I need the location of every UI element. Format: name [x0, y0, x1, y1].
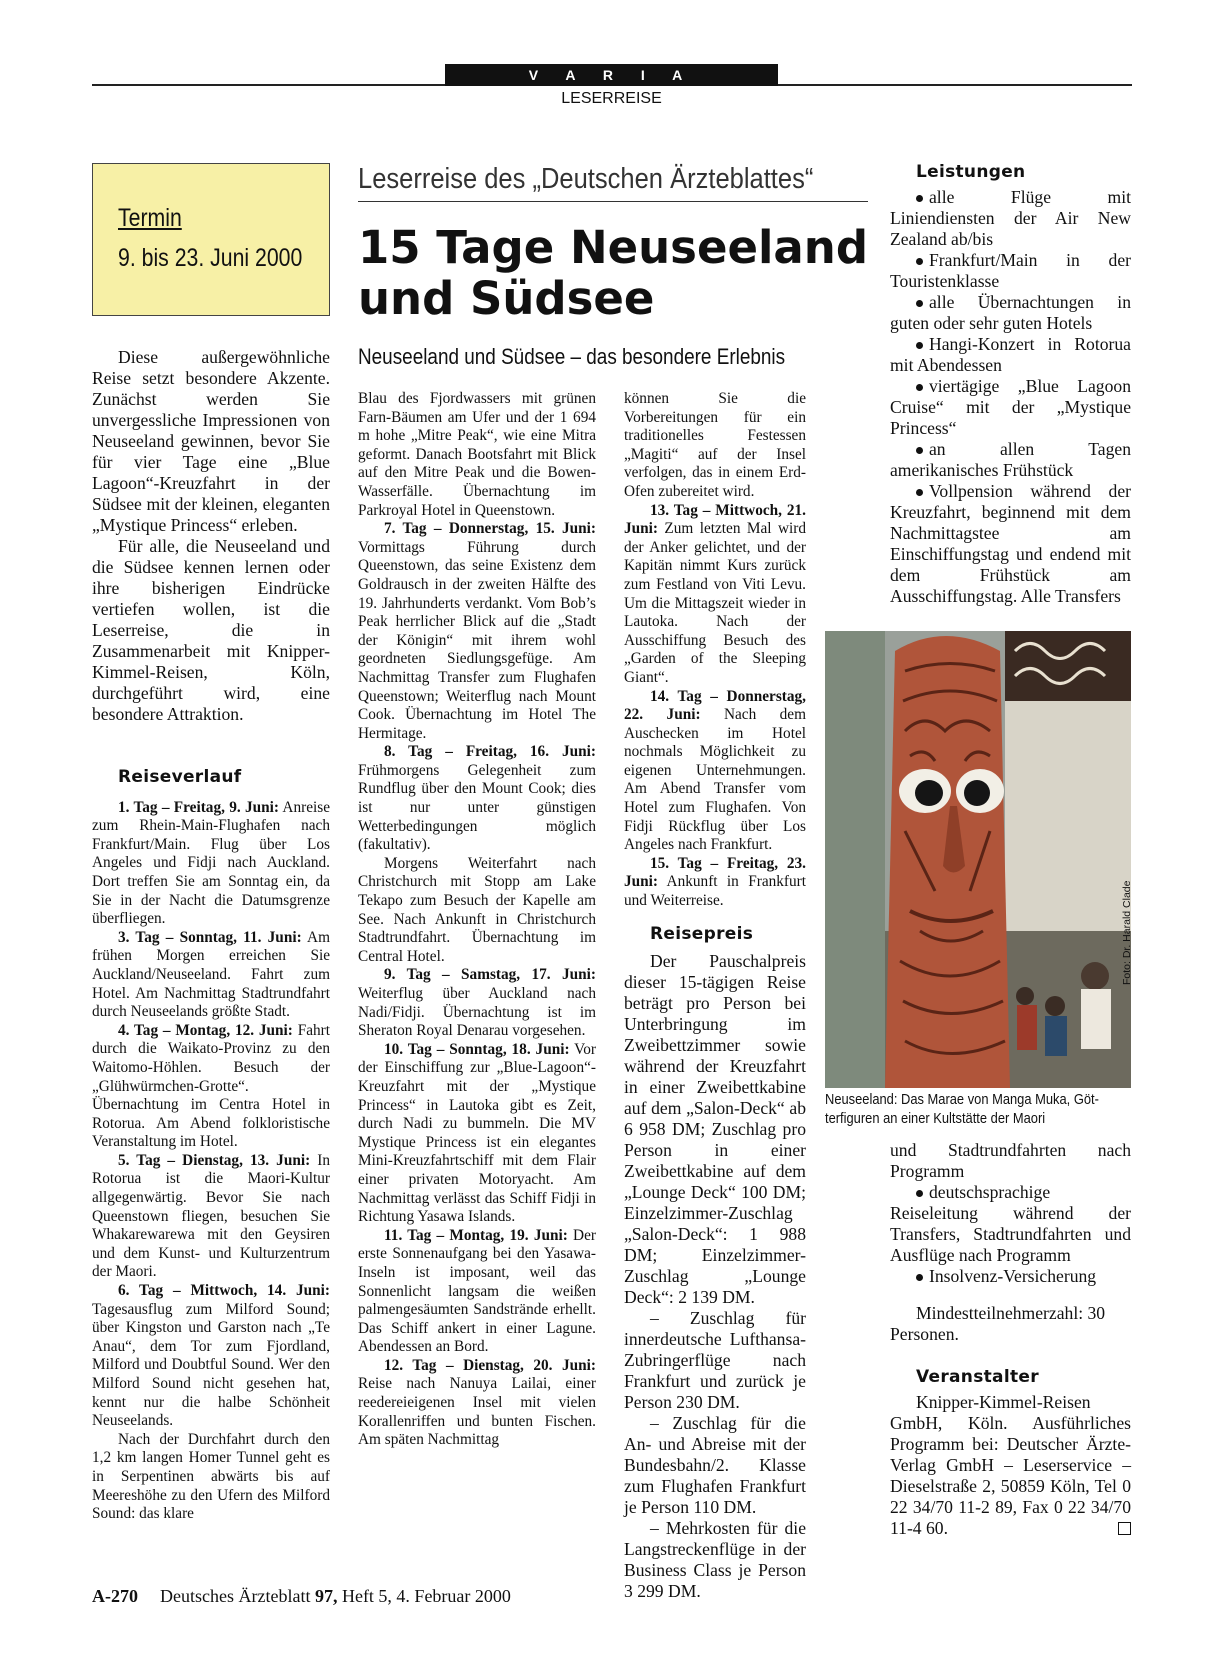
bullet-icon — [916, 1190, 923, 1197]
leistung-item: Insolvenz-Versicherung — [890, 1266, 1131, 1287]
reiseverlauf-heading: Reiseverlauf — [118, 767, 242, 787]
veranstalter-heading: Veranstalter — [916, 1367, 1039, 1387]
column-2 — [358, 390, 596, 1450]
intro-paragraph: Diese außergewöhnliche Reise setzt besondere Akzente. Zunächst werden Sie unvergessliche Impressionen von Neuseeland gewinnen, bevor Sie für vier Tage eine „Blue Lagoon“-Kreuzfahrt in der Südsee mit der kleinen, eleganten „Mystique Princess“ erleben. — [92, 347, 330, 535]
photo-caption — [825, 1090, 1099, 1128]
bullet-icon — [916, 258, 923, 265]
article-title — [358, 222, 878, 324]
itinerary-day: 8. Tag – Freitag, 16. Juni: Frühmorgens Gelegenheit zum Rundflug über den Mount Cook; dies ist nur unter günstigen Wetterbedingungen möglich (fakultativ). — [358, 743, 596, 854]
itinerary-day: 10. Tag – Sonntag, 18. Juni: Vor der Einschiffung zur „Blue-Lagoon“-Kreuzfahrt mit der „Mystique Princess“ in Lautoka gibt es Zeit, durch Nadi zu bummeln. Die MV Mystique Princess ist ein elegantes Mini-Kreuzfahrtschiff mit dem Flair einer privaten Motoryacht. Am Nachmittag verlässt das Schiff Fidji in Richtung Yasawa Islands. — [358, 1040, 596, 1226]
maori-carving-photo — [825, 631, 1131, 1088]
article-kicker: Leserreise des „Deutschen Ärzteblattes“ — [358, 163, 814, 195]
itinerary-day: 13. Tag – Mittwoch, 21. Juni: Zum letzten Mal wird der Anker gelichtet, und der Kapitän nimmt Kurs zurück zum Festland von Viti Levu. Um die Mittagszeit wieder in Lautoka. Nach der Ausschiffung Besuch des „Garden of the Sleeping Giant“. — [624, 501, 806, 686]
leistung-item: alle Übernachtungen in guten oder sehr guten Hotels — [890, 292, 1131, 333]
bullet-icon — [916, 195, 923, 202]
leistung-continued: und Stadtrundfahrten nach Programm — [890, 1140, 1131, 1181]
itinerary-day: 14. Tag – Donnerstag, 22. Juni: Nach dem Auschecken im Hotel nochmals Möglichkeit zu eigenen Unternehmungen. Am Abend Transfer vom Hotel zum Flughafen. Von Fidji Rückflug über Los Angeles nach Frankfurt. — [624, 687, 806, 854]
itinerary-day: 9. Tag – Samstag, 17. Juni: Weiterflug über Auckland nach Nadi/Fidji. Übernachtung ist im Sheraton Royal Denarau vorgesehen. — [358, 966, 596, 1040]
section-banner: V A R I A — [445, 64, 778, 86]
bullet-icon — [916, 489, 923, 496]
journal-issue: Heft 5, 4. Februar 2000 — [337, 1586, 511, 1606]
bullet-icon — [916, 384, 923, 391]
leistung-item: Hangi-Konzert in Rotorua mit Abendessen — [890, 334, 1131, 375]
column-1-itinerary — [92, 768, 330, 1524]
price-paragraph: Der Pauschalpreis dieser 15-tägigen Reise beträgt pro Person bei Unterbringung im Zweibettzimmer sowie während der Kreuzfahrt in einer Zweibettkabine auf dem „Salon-Deck“ ab 6 958 DM; Zuschlag pro Person in einer Zweibettkabine auf dem „Lounge Deck“ 100 DM; Einzelzimmer-Zuschlag „Salon-Deck“: 1 988 DM; Einzelzimmer-Zuschlag „Lounge Deck“: 2 139 DM. — [624, 951, 806, 1307]
price-paragraph: – Zuschlag für die An- und Abreise mit der Bundesbahn/2. Klasse zum Flughafen Frankfurt je Person 110 DM. — [624, 1413, 806, 1517]
journal-volume: 97, — [314, 1586, 338, 1606]
leistung-item: deutschsprachige Reiseleitung während der Transfers, Stadtrundfahrten und Ausflüge nach Programm — [890, 1182, 1131, 1265]
itinerary-day: 5. Tag – Dienstag, 13. Juni: In Rotorua ist die Maori-Kultur allgegenwärtig. Bevor Sie nach Queenstown fliegen, besuchen Sie Whakarewarewa mit den Geysiren und dem Kunst- und Kulturzentrum der Maori. — [92, 1151, 330, 1281]
leistungen-heading: Leistungen — [916, 162, 1026, 182]
subsection-label: LESERREISE — [561, 90, 662, 107]
itinerary-paragraph: Morgens Weiterfahrt nach Christchurch mit Stopp am Lake Tekapo zum Besuch der Kapelle am See. Nach Ankunft in Christchurch Stadtrundfahrt. Übernachtung im Central Hotel. — [358, 854, 596, 965]
column-1-intro — [92, 347, 330, 725]
itinerary-paragraph: Blau des Fjordwassers mit grünen Farn-Bäumen am Ufer und der 1 694 m hohe „Mitre Peak“, wie eine Mitra geformt. Danach Bootsfahrt mit Blick auf den Mitre Peak und die Bowen-Wasserfälle. Übernachtung im Parkroyal Hotel in Queenstown. — [358, 390, 596, 519]
bullet-icon — [916, 300, 923, 307]
leistung-item: alle Flüge mit Liniendiensten der Air New Zealand ab/bis — [890, 187, 1131, 249]
column-3-itinerary — [624, 390, 806, 911]
reisepreis-heading: Reisepreis — [650, 924, 754, 944]
leistung-item: Frankfurt/Main in der Touristenklasse — [890, 250, 1131, 291]
end-mark-icon — [1118, 1522, 1131, 1535]
termin-label: Termin — [118, 204, 182, 232]
intro-paragraph: Für alle, die Neuseeland und die Südsee kennen lernen oder ihre bisherigen Eindrücke vertiefen wollen, ist die Leserreise, die in Zusammenarbeit mit Knipper-Kimmel-Reisen, Köln, durchgeführt wird, eine besondere Attraktion. — [92, 536, 330, 724]
min-participants: Mindestteilnehmerzahl: 30 Personen. — [890, 1303, 1106, 1344]
page-number: A-270 — [92, 1586, 138, 1606]
title-line-1: 15 Tage Neuseeland — [358, 221, 869, 274]
leistung-item: Vollpension während der Kreuzfahrt, beginnend mit dem Nachmittagstee am Einschiffungstag und endend mit dem Frühstück am Ausschiffungstag. Alle Transfers — [890, 481, 1131, 606]
itinerary-day: 6. Tag – Mittwoch, 14. Juni: Tagesausflug zum Milford Sound; über Kingston und Garston nach „Te Anau“, dem Tor zum Fjordland, Milford und Doubtful Sound. Wer den Milford Sound nicht gesehen hat, kennt nur die halbe Schönheit Neuseelands. — [92, 1282, 330, 1430]
leistung-item: viertägige „Blue Lagoon Cruise“ mit der „Mystique Princess“ — [890, 376, 1131, 438]
price-paragraph: – Zuschlag für innerdeutsche Lufthansa-Zubringerflüge nach Frankfurt und zurück je Person 230 DM. — [624, 1308, 806, 1412]
bullet-icon — [916, 342, 923, 349]
itinerary-day: 4. Tag – Montag, 12. Juni: Fahrt durch die Waikato-Provinz zu den Waitomo-Höhlen. Besuch der „Glühwürmchen-Grotte“. Übernachtung im Centra Hotel in Rotorua. Am Abend folkloristische Veranstaltung im Hotel. — [92, 1021, 330, 1151]
itinerary-day: 3. Tag – Sonntag, 11. Juni: Am frühen Morgen erreichen Sie Auckland/Neuseeland. Fahrt zum Hotel. Am Nachmittag Stadtrundfahrt durch Neuseelands größte Stadt. — [92, 928, 330, 1021]
bullet-icon — [916, 447, 923, 454]
itinerary-day: 15. Tag – Freitag, 23. Juni: Ankunft in Frankfurt und Weiterreise. — [624, 854, 806, 910]
leistung-item: an allen Tagen amerikanisches Frühstück — [890, 439, 1131, 480]
termin-box — [92, 163, 330, 316]
column-3-price — [624, 924, 806, 1602]
page-footer — [92, 1586, 511, 1607]
kicker-rule — [358, 201, 868, 202]
caption-line-2: terfiguren an einer Kultstätte der Maori — [825, 1110, 1046, 1127]
termin-date: 9. bis 23. Juni 2000 — [118, 244, 303, 272]
carving-illustration — [825, 631, 1131, 1088]
itinerary-paragraph: Nach der Durchfahrt durch den 1,2 km langen Homer Tunnel geht es in Serpentinen abwärts bis auf Meereshöhe zu den Ufern des Milford Sound: das klare — [92, 1430, 330, 1523]
itinerary-day: 7. Tag – Donnerstag, 15. Juni: Vormittags Führung durch Queenstown, das seine Existenz dem Goldrausch in der zweiten Hälfte des 19. Jahrhunderts verdankt. Vom Bob’s Peak herrlicher Blick auf die „Stadt der Königin“ mit ihrem wohl geordneten Siedlungsgefüge. Am Nachmittag Transfer zum Flughafen Queenstown; Weiterflug nach Mount Cook. Übernachtung im Hotel The Hermitage. — [358, 520, 596, 742]
photo-credit: Foto: Dr. Harald Clade — [1121, 880, 1133, 985]
itinerary-day: 1. Tag – Freitag, 9. Juni: Anreise zum Rhein-Main-Flughafen nach Frankfurt/Main. Flug über Los Angeles und Fidji nach Auckland. Dort treffen Sie am Sonntag ein, da Sie in der Nacht die Datumsgrenze überfliegen. — [92, 798, 330, 928]
caption-line-1: Neuseeland: Das Marae von Manga Muka, Göt- — [825, 1091, 1099, 1108]
journal-name: Deutsches Ärzteblatt — [160, 1586, 315, 1606]
itinerary-day: 12. Tag – Dienstag, 20. Juni: Reise nach Nanuya Lailai, einer reedereieigenen Insel mit vielen Korallenriffen und bunten Fischen. Am späten Nachmittag — [358, 1356, 596, 1449]
itinerary-paragraph: können Sie die Vorbereitungen für ein traditionelles Festessen „Magiti“ auf der Insel verfolgen, das in einem Erd-Ofen zubereitet wird. — [624, 390, 806, 500]
bullet-icon — [916, 1274, 923, 1281]
title-line-2: und Südsee — [358, 272, 655, 325]
itinerary-day: 11. Tag – Montag, 19. Juni: Der erste Sonnenaufgang bei den Yasawa-Inseln ist imposant, weil das Sonnenlicht langsam die weißen palmengesäumten Sandstrände erhellt. Das Schiff ankert in einer Lagune. Abendessen an Bord. — [358, 1226, 596, 1356]
veranstalter-text: Knipper-Kimmel-Reisen GmbH, Köln. Ausführliches Programm bei: Deutscher Ärzte-Verlag GmbH – Leserservice – Dieselstraße 2, 50859 Köln, Tel 0 22 34/70 11-2 89, Fax 0 22 34/70 11-4 60. — [890, 1392, 1131, 1538]
column-4-leistungen — [890, 162, 1131, 607]
column-4-bottom — [890, 1140, 1131, 1539]
article-subtitle: Neuseeland und Südsee – das besondere Erlebnis — [358, 344, 786, 369]
price-paragraph: – Mehrkosten für die Langstreckenflüge in der Business Class je Person 3 299 DM. — [624, 1518, 806, 1601]
